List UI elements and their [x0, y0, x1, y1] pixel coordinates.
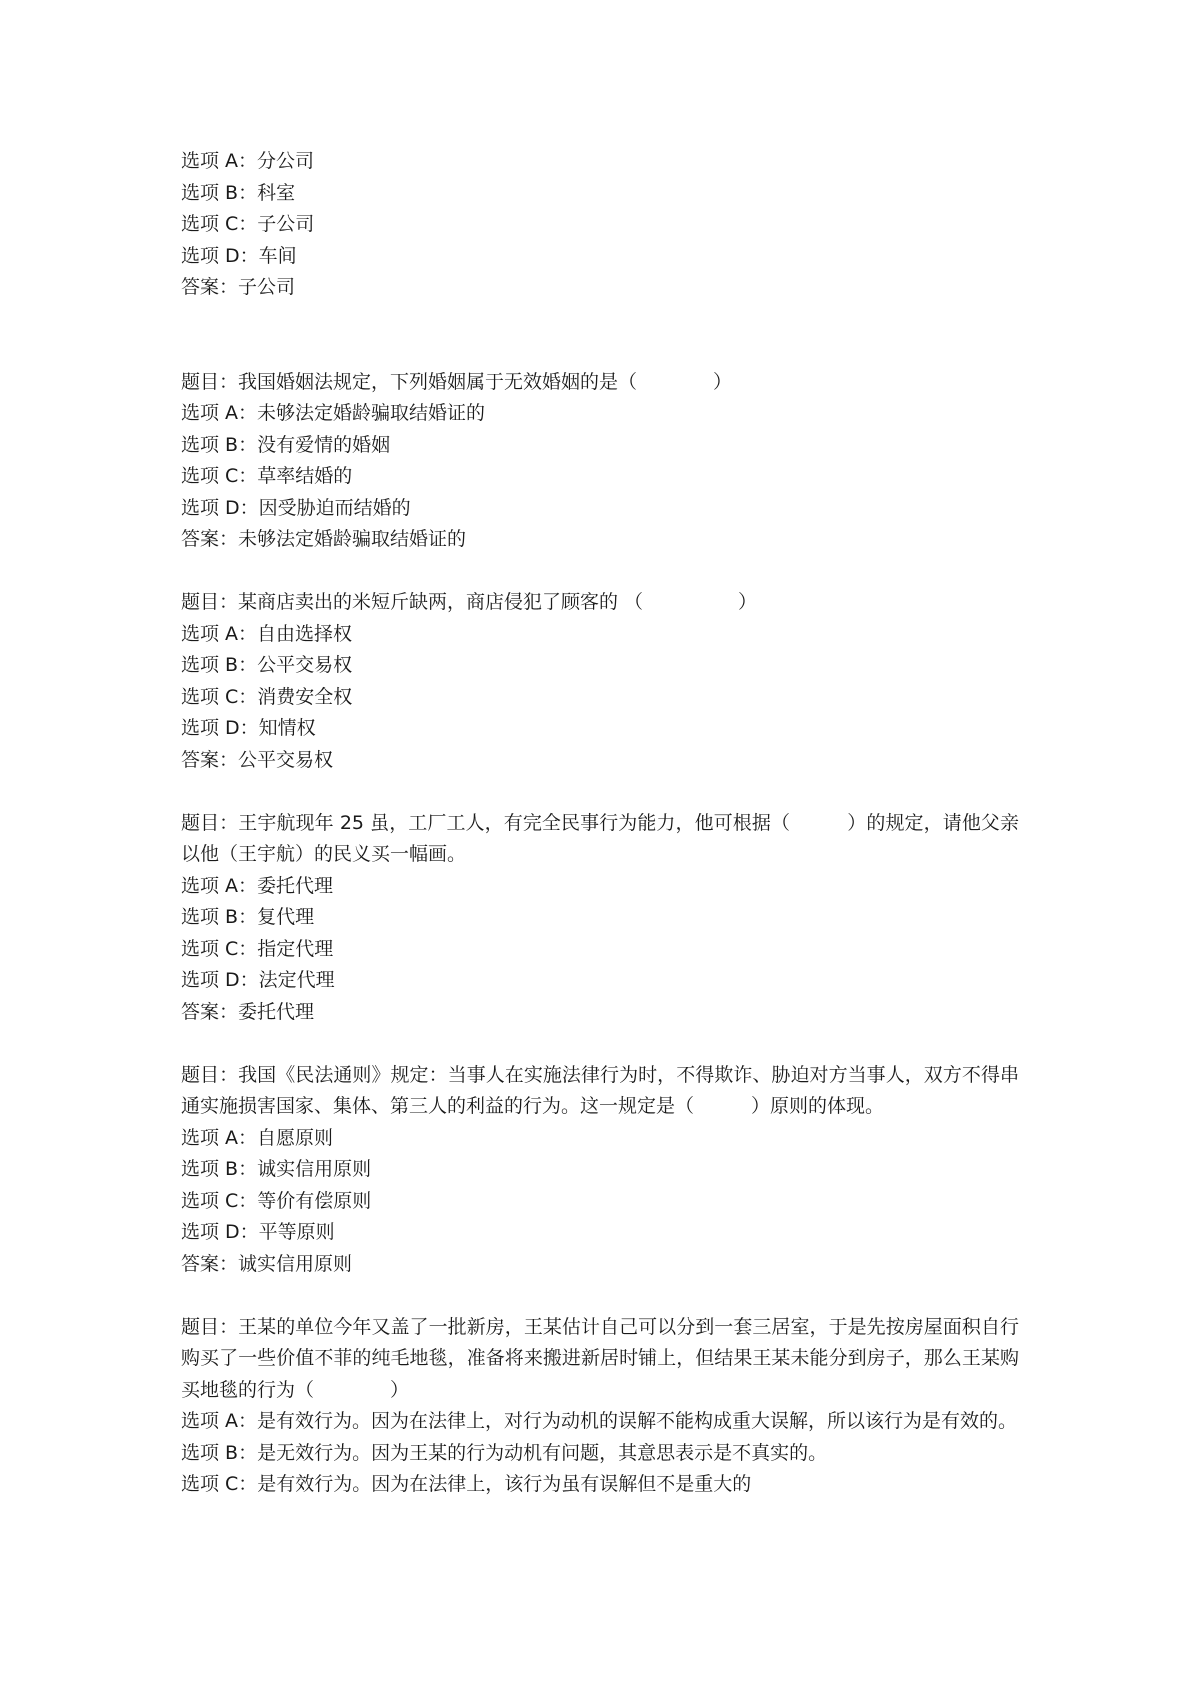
option-b: 选项 B：科室 — [181, 181, 296, 204]
option-b: 选项 B：诚实信用原则 — [181, 1158, 372, 1180]
answer: 答案：公平交易权 — [181, 748, 334, 771]
question-block — [181, 367, 1019, 556]
option-d: 选项 D：车间 — [181, 244, 297, 267]
option-d: 选项 D：平等原则 — [181, 1221, 335, 1243]
option-d: 选项 D：知情权 — [181, 717, 316, 739]
option-c: 选项 C：消费安全权 — [181, 685, 353, 708]
option-c: 选项 C：指定代理 — [181, 937, 334, 960]
option-a: 选项 A：分公司 — [181, 150, 315, 172]
question-text: 题目：王某的单位今年又盖了一批新房，王某估计自己可以分到一套三居室，于是先按房屋面积自行购买了一些价值不菲的纯毛地毯，准备将来搬进新居时铺上，但结果王某未能分到房子，那么王某购买地毯的行为（ ） — [181, 1315, 1019, 1401]
question-block-partial — [181, 146, 1019, 304]
answer: 答案：子公司 — [181, 276, 296, 298]
option-d: 选项 D：因受胁迫而结婚的 — [181, 496, 411, 519]
option-b: 选项 B：复代理 — [181, 906, 315, 928]
spacer — [181, 1280, 1019, 1312]
question-block — [181, 808, 1019, 1029]
option-b: 选项 B：是无效行为。因为王某的行为动机有问题，其意思表示是不真实的。 — [181, 1441, 828, 1464]
document-page — [181, 146, 1019, 1501]
option-a: 选项 A：自愿原则 — [181, 1126, 334, 1149]
question-block — [181, 1312, 1019, 1501]
question-text: 题目：我国《民法通则》规定：当事人在实施法律行为时，不得欺诈、胁迫对方当事人，双方不得串通实施损害国家、集体、第三人的利益的行为。这一规定是（ ）原则的体现。 — [181, 1063, 1019, 1117]
option-b: 选项 B：公平交易权 — [181, 654, 353, 676]
question-block — [181, 587, 1019, 776]
option-a: 选项 A：是有效行为。因为在法律上，对行为动机的误解不能构成重大误解，所以该行为是有效的。 — [181, 1410, 1018, 1432]
spacer — [181, 304, 1019, 367]
spacer — [181, 776, 1019, 808]
option-a: 选项 A：自由选择权 — [181, 622, 353, 645]
answer: 答案：委托代理 — [181, 1000, 315, 1023]
question-text: 题目：王宇航现年 25 虽，工厂工人，有完全民事行为能力，他可根据（ ）的规定，请他父亲以他（王宇航）的民义买一幅画。 — [181, 811, 1019, 865]
option-a: 选项 A：未够法定婚龄骗取结婚证的 — [181, 402, 486, 424]
option-a: 选项 A：委托代理 — [181, 874, 334, 897]
spacer — [181, 1028, 1019, 1060]
option-c: 选项 C：草率结婚的 — [181, 465, 353, 487]
question-block — [181, 1060, 1019, 1281]
answer: 答案：未够法定婚龄骗取结婚证的 — [181, 528, 467, 550]
option-c: 选项 C：是有效行为。因为在法律上，该行为虽有误解但不是重大的 — [181, 1473, 752, 1495]
option-c: 选项 C：子公司 — [181, 213, 315, 235]
spacer — [181, 556, 1019, 588]
option-c: 选项 C：等价有偿原则 — [181, 1189, 372, 1212]
option-d: 选项 D：法定代理 — [181, 969, 335, 991]
answer: 答案：诚实信用原则 — [181, 1252, 353, 1275]
option-b: 选项 B：没有爱情的婚姻 — [181, 433, 391, 456]
question-text: 题目：我国婚姻法规定，下列婚姻属于无效婚姻的是（ ） — [181, 370, 733, 393]
question-text: 题目：某商店卖出的米短斤缺两，商店侵犯了顾客的 （ ） — [181, 591, 758, 613]
